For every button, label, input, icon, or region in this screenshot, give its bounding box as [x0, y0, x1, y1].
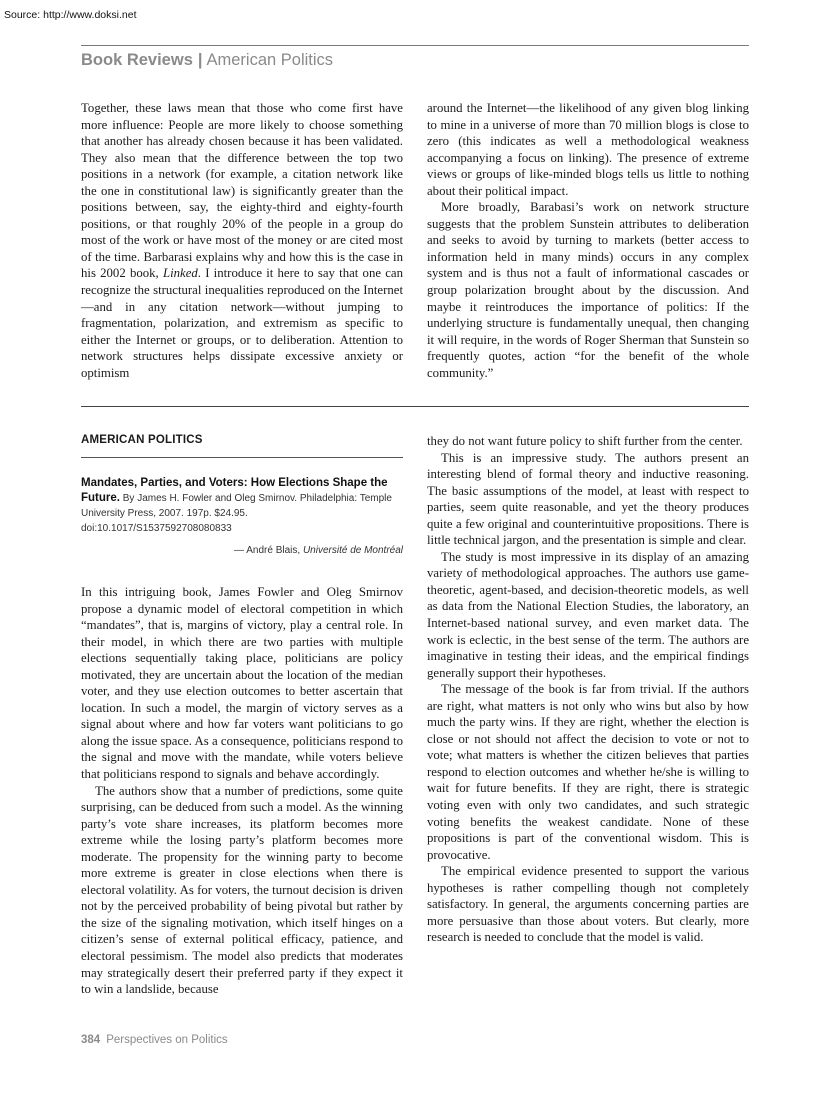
reviewer-credit [81, 545, 403, 556]
source-label: Source: http://www.doksi.net [4, 9, 137, 21]
review-column-2 [427, 433, 749, 946]
top-article-paragraph: More broadly, Barabasi’s work on network structure suggests that the problem Sunstein attributes to deliberation and seeks to avoid by turning to markets (better access to information held in many minds) occurs in any complex system and is thus not a fault of informational cascades or group polarization brought about by the discussion. And maybe it reintroduces the importance of politics: If the underlying structure is fundamentally unequal, then changing it will require, in the words of Roger Sherman that Sunstein so frequently quotes, action “for the benefit of the whole community.” [427, 200, 749, 380]
top-article-column-1 [81, 100, 403, 381]
section-heading-rule [81, 457, 403, 458]
header-rule [81, 45, 749, 46]
review-paragraph: The authors show that a number of predictions, some quite surprising, can be deduced from such a model. As the winning party’s vote share increases, its platform becomes more extreme while the losing party’s platform becomes more moderate. The propensity for the winning party to become more extreme is greater in close elections when there is electoral volatility. As for voters, the turnout decision is driven not by the perceived probability of being pivotal but rather by the size of the signaling motivation, which itself hinges on a citizen’s sense of external political efficacy, patience, and electoral pessimism. The model also predicts that moderates may strategically desert their preferred party if they expect it to win a landslide, because [81, 783, 403, 997]
review-paragraph: The message of the book is far from trivial. If the authors are right, what matters is not only who wins but also by how much the party wins. If they are right, whether the election is close or not should not affect the decision to vote or not to vote; what matters is whether the citizen believes that parties respond to election outcomes and whether he/she is willing to wait for future benefits. If they are right, there is strategic voting even with only two candidates, and such strategic voting benefits the weakest candidate. None of these propositions is part of the conventional wisdom. This is provocative. [427, 682, 749, 862]
review-column-1 [81, 584, 403, 998]
top-article-column-2 [427, 100, 749, 381]
running-head [81, 51, 333, 70]
text-run: . I introduce it here to say that one can recognize the structural inequalities reproduced on the Internet—and in any citation network—without jumping to fragmentation, polarization, and extremism as specific to either the Internet or groups, or to deliberation. Attention to network structures helps dissipate excessive anxiety or optimism [81, 266, 404, 380]
page-number: 384 [81, 1034, 101, 1046]
review-paragraph: The study is most impressive in its display of an amazing variety of methodological approaches. The authors use game-theoretic, agent-based, and decision-theoretic models, as well as data from the National Election Studies, the laboratory, an Internet-based national survey, and even market data. The work is eclectic, in the best sense of the term. The authors are imaginative in testing their ideas, and the empirical findings generally support their hypotheses. [427, 549, 749, 680]
top-article-paragraph [81, 100, 403, 381]
review-paragraph: they do not want future policy to shift further from the center. [427, 434, 743, 448]
book-details: By James H. Fowler and Oleg Smirnov. Philadelphia: Temple University Press, 2007. 197p. $24.95. [81, 493, 392, 519]
page-footer [81, 1034, 228, 1046]
running-head-section: Book Reviews [81, 51, 193, 69]
running-head-subsection: American Politics [206, 51, 334, 69]
journal-name: Perspectives on Politics [106, 1034, 228, 1046]
book-doi: doi:10.1017/S1537592708080833 [81, 523, 232, 534]
review-paragraph: In this intriguing book, James Fowler and Oleg Smirnov propose a dynamic model of electoral competition in which “mandates”, that is, margins of victory, play a central role. In their model, in which there are two parties with multiple elections sequentially taking place, politicians are policy motivated, they are uncertain about the location of the median voter, and they use election outcomes to better ascertain that location. In such a model, the margin of victory serves as a signal about where and how far voters want politicians to go along the issue space. As a consequence, politicians respond to the signal and move with the mandate, while voters believe that politicians respond to signals and behave accordingly. [81, 585, 403, 782]
top-article-paragraph: around the Internet—the likelihood of any given blog linking to mine in a universe of more than 70 million blogs is close to zero (this indicates as well a methodological weakness accompanying a focus on linking). The presence of extreme views or groups of like-minded blogs tells us little to nothing about their political impact. [427, 101, 749, 198]
review-paragraph: This is an impressive study. The authors present an interesting blend of formal theory and inductive reasoning. The basic assumptions of the model, at least with respect to parties, seem quite reasonable, and yet the theory produces quite a few original and counterintuitive propositions. There is little technical jargon, and the presentation is simple and clear. [427, 450, 749, 548]
text-run: Together, these laws mean that those who come first have more influence: People are more likely to choose something that another has already chosen because it has been validated. They also mean that the difference between the top two positions in a network (for example, a citation network like the one in constitutional law) is significantly greater than the positions between, say, the eighty-third and eighty-fourth positions, or that roughly 20% of the people in a group do most of the work or have most of the money or are cited most of the time. Barbarasi explains why and how this is the case in his 2002 book, [81, 101, 403, 281]
book-citation [81, 476, 403, 536]
section-heading: AMERICAN POLITICS [81, 434, 203, 446]
running-head-separator: | [197, 51, 203, 69]
reviewer-affiliation: Université de Montréal [302, 545, 403, 556]
book-title-italic: Linked [162, 266, 198, 281]
section-divider [81, 406, 749, 407]
review-paragraph: The empirical evidence presented to support the various hypotheses is rather compelling though not completely satisfactory. In general, the arguments concerning parties are more persuasive than those about voters. But clearly, more research is needed to conclude that the model is valid. [427, 864, 749, 945]
book-title: Mandates, Parties, and Voters: How Elections Shape the Future. [81, 477, 388, 504]
reviewer-name: — André Blais, [234, 545, 303, 556]
